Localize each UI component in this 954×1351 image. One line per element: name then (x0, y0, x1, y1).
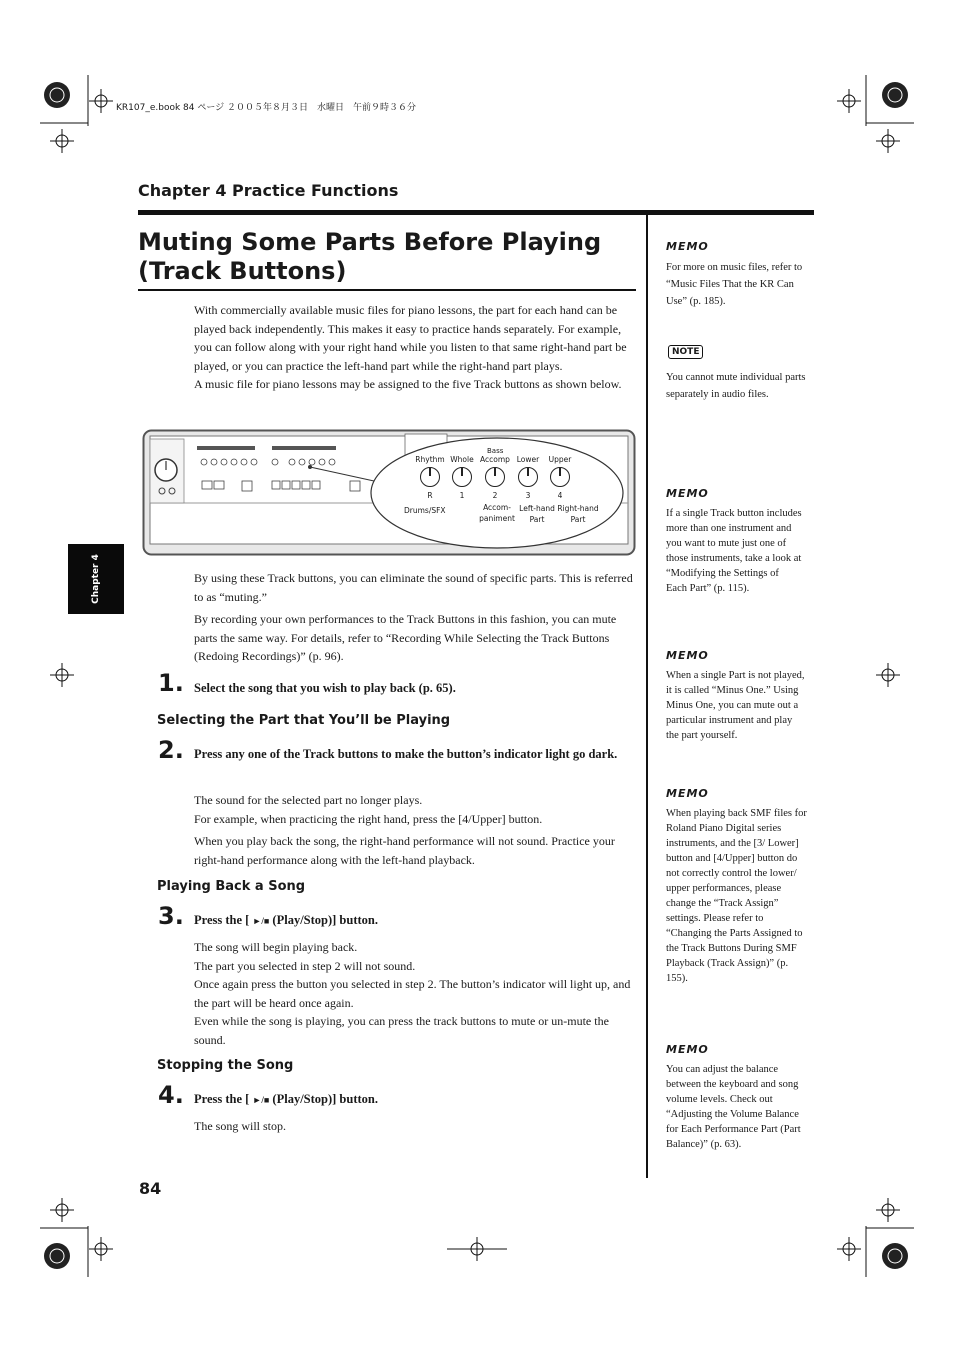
label-right-line1: Right-hand (557, 504, 599, 513)
step-4-text (194, 1088, 634, 1112)
step-3-details (194, 938, 634, 1049)
label-left-line1: Left-hand (519, 504, 555, 513)
memo-text: For more on music files, refer to “Music Files That the KR Can Use” (p. 185). (666, 262, 803, 307)
step-number-3: 3. (158, 902, 184, 930)
detail: The song will stop. (194, 1119, 286, 1133)
detail: Even while the song is playing, you can press the track buttons to mute or un-mute the sound. (194, 1014, 609, 1047)
play-stop-icon: ►/■ (252, 1095, 270, 1105)
step-2-details (194, 791, 634, 869)
sidebar-memo-5 (666, 1062, 810, 1152)
detail: The sound for the selected part no longer plays. (194, 793, 423, 807)
paragraph: By recording your own performances to the Track Buttons in this fashion, you can mute parts the same way. For details, refer to “Recording While Selecting the Track Buttons (Redoing Recordings)” (p. 96). (194, 612, 617, 663)
title-line-1: Muting Some Parts Before Playing (138, 228, 602, 256)
memo-text: When playing back SMF files for Roland Piano Digital series instruments, and the [3/ Lower] button and [4/Upper] button do not correctly control the lower/ upper performances, please change the “Track Assign” settings. Please refer to “Changing the Parts Assigned to the Track Buttons During SMF Playback (Track Assign)” (p. 155). (666, 808, 807, 984)
title-underline (138, 289, 636, 291)
chapter-tab (68, 544, 124, 614)
track-num: R (427, 491, 433, 500)
step-4-text-post: (Play/Stop)] button. (272, 1092, 378, 1106)
paragraph: By using these Track buttons, you can eliminate the sound of specific parts. This is referred to as “muting.” (194, 571, 633, 604)
detail: When you play back the song, the right-hand performance will not sound. Practice your right-hand performance along with the left-hand playback. (194, 834, 615, 867)
sidebar-memo-3 (666, 668, 806, 743)
title-line-2: (Track Buttons) (138, 257, 347, 285)
memo-text: If a single Track button includes more than one instrument and you want to mute just one of those instruments, take a look at “Modifying the Settings of Each Part” (p. 115). (666, 508, 802, 594)
track-button-accomp-top-label: Bass (487, 447, 504, 455)
subheading-selecting-part: Selecting the Part that You’ll be Playing (157, 713, 451, 728)
memo-text: You can adjust the balance between the keyboard and song volume levels. Check out “Adjusting the Volume Balance for Each Performance Part (Part Balance)” (p. 63). (666, 1064, 801, 1150)
track-label: Rhythm (415, 455, 445, 464)
sidebar-note-1 (666, 369, 810, 403)
detail: The part you selected in step 2 will not sound. (194, 958, 416, 973)
track-label: Accomp (480, 455, 510, 464)
step-number-2: 2. (158, 736, 184, 764)
crop-mark-bottom-left (40, 1198, 113, 1277)
crop-mark-top-right (837, 75, 914, 153)
chapter-heading: Chapter 4 Practice Functions (138, 181, 399, 200)
intro-text (194, 301, 634, 394)
subheading-playing-back: Playing Back a Song (157, 879, 306, 894)
label-drums: Drums/SFX (404, 506, 446, 515)
step-number-4: 4. (158, 1081, 184, 1109)
track-num: 2 (492, 491, 498, 500)
after-figure-text (194, 569, 634, 666)
play-stop-icon: ►/■ (252, 916, 270, 926)
print-header: KR107_e.book 84 ページ ２００５年８月３日 水曜日 午前９時３６分 (116, 103, 417, 113)
detail: The song will begin playing back. (194, 940, 358, 954)
step-2-text: Press any one of the Track buttons to make the button’s indicator light go dark. (194, 747, 618, 761)
track-label: Lower (516, 455, 540, 464)
chapter-tab-label: Chapter 4 (91, 554, 101, 604)
step-3-text-pre: Press the [ (194, 913, 250, 927)
memo-icon: MEMO (666, 240, 709, 253)
label-accomp-line2: paniment (479, 513, 515, 523)
track-num: 1 (459, 491, 465, 500)
step-4-text-pre: Press the [ (194, 1092, 250, 1106)
page-number: 84 (139, 1179, 162, 1198)
crop-mark-bottom-right (837, 1198, 914, 1277)
top-rule (138, 210, 814, 215)
sidebar-memo-2 (666, 506, 802, 596)
column-divider (646, 215, 648, 1178)
step-number-1: 1. (158, 669, 184, 697)
track-buttons-figure (142, 429, 636, 556)
step-3-text-post: (Play/Stop)] button. (272, 913, 378, 927)
note-text: You cannot mute individual parts separately in audio files. (666, 372, 806, 400)
page-title (138, 228, 638, 286)
detail: For example, when practicing the right hand, press the [4/Upper] button. (194, 811, 543, 826)
step-4-details (194, 1117, 634, 1136)
track-num: 3 (525, 491, 531, 500)
step-3-text (194, 909, 634, 933)
intro-paragraph: With commercially available music files for piano lessons, the part for each hand can be played back independently. This makes it easy to practice hands separately. For example, you can follow along with your right hand while you listen to that same right-hand part be played, or you can practice the left-hand part while the right-hand part plays. (194, 303, 627, 373)
subheading-stopping: Stopping the Song (157, 1058, 294, 1073)
label-accomp (475, 503, 519, 524)
crop-mark-top-left (40, 75, 113, 153)
note-icon: NOTE (668, 345, 703, 359)
label-left-hand (516, 504, 558, 525)
detail: Once again press the button you selected in step 2. The button’s indicator will light up, and the part will be heard once again. (194, 977, 631, 1010)
label-right-line2: Part (570, 514, 586, 524)
memo-text: When a single Part is not played, it is called “Minus One.” Using Minus One, you can mute out a particular instrument and play the part yourself. (666, 670, 805, 741)
memo-icon: MEMO (666, 649, 709, 662)
memo-icon: MEMO (666, 1043, 709, 1056)
label-left-line2: Part (529, 514, 545, 524)
sidebar-memo-1 (666, 259, 810, 310)
sidebar-memo-4 (666, 806, 810, 986)
intro-paragraph: A music file for piano lessons may be assigned to the five Track buttons as shown below. (194, 377, 622, 391)
track-num: 4 (557, 491, 563, 500)
memo-icon: MEMO (666, 487, 709, 500)
track-label: Upper (548, 455, 572, 464)
step-1-text: Select the song that you wish to play back (p. 65). (194, 681, 456, 695)
track-label: Whole (450, 455, 474, 464)
memo-icon: MEMO (666, 787, 709, 800)
label-right-hand (555, 504, 601, 525)
label-accomp-line1: Accom- (483, 503, 511, 512)
